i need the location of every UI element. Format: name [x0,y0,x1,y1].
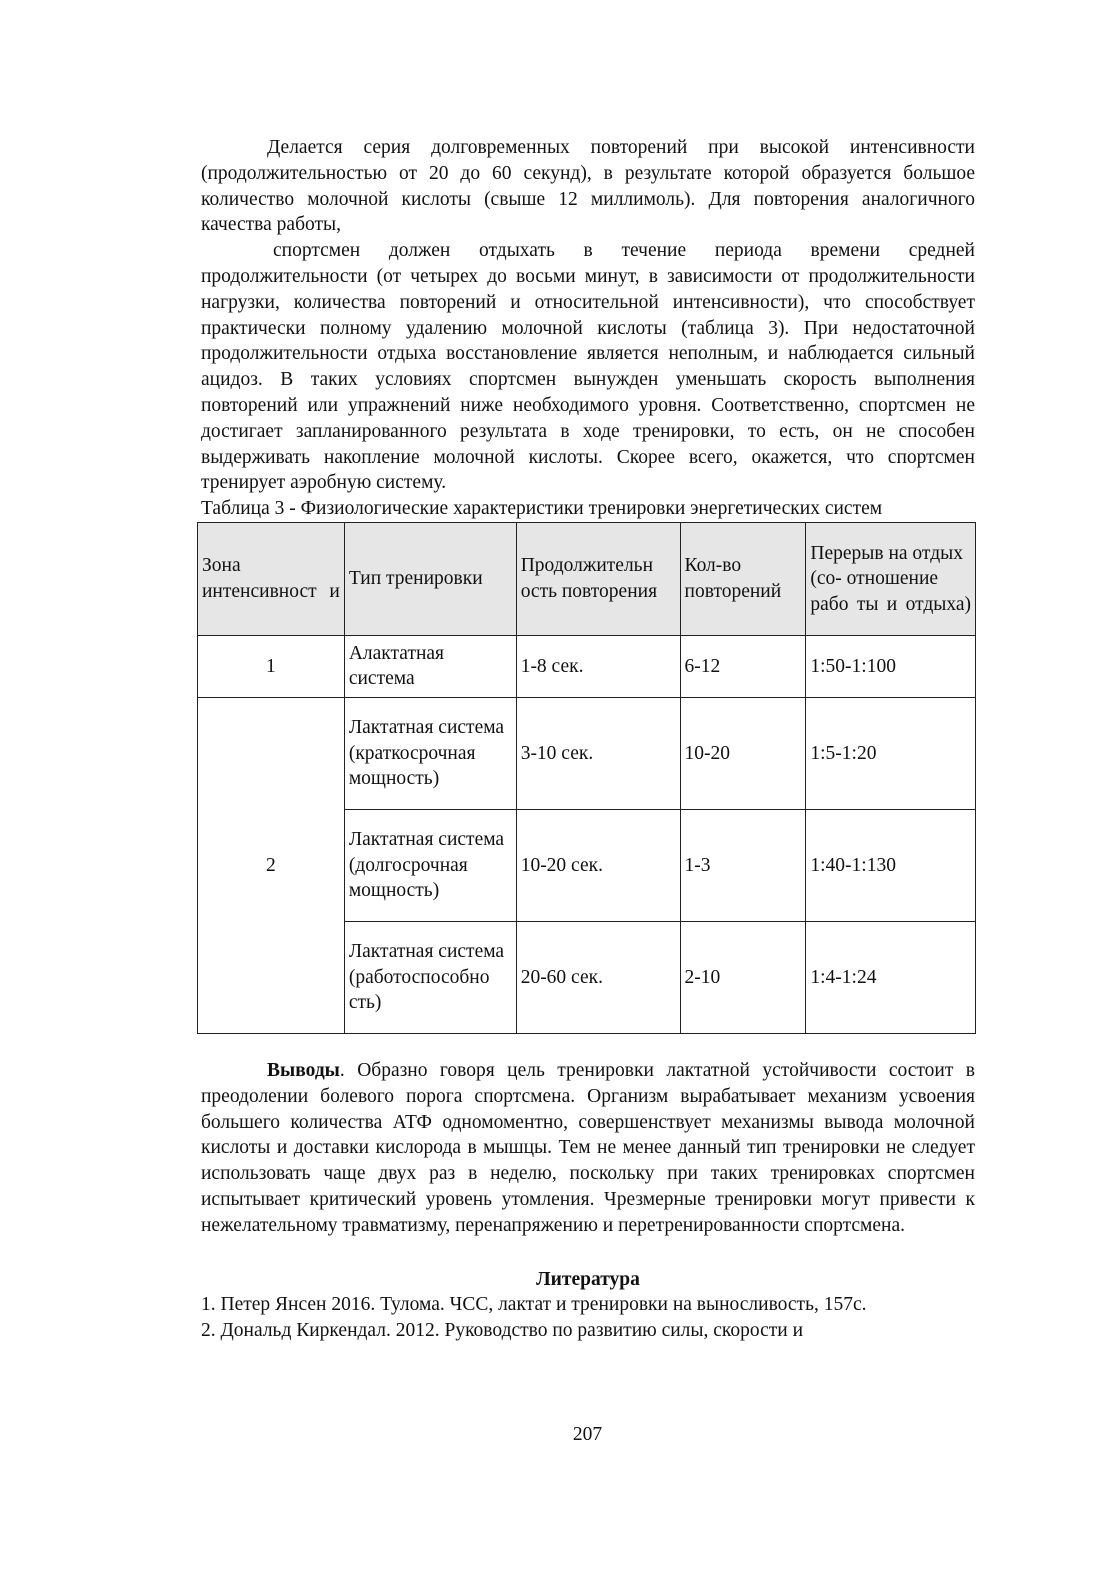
header-rest: Перерыв на отдых (со- отношение рабо ты и отдыха) [806,522,976,635]
conclusions-text: . Образно говоря цель тренировки лактатной устойчивости состоит в преодолении болевого порога спортсмена. Организм вырабатывает механизм усвоения большего количества АТФ одномоментно, совершенствует механизмы вывода молочной кислоты и доставки кислорода в мышцы. Тем не менее данный тип тренировки не следует использовать чаще двух раз в неделю, поскольку при таких тренировках спортсмен испытывает критический уровень утомления. Чрезмерные тренировки могут привести к нежелательному травматизму, перенапряжению и перетренированности спортсмена. [201,1059,975,1236]
literature-item: 1. Петер Янсен 2016. Тулома. ЧСС, лактат и тренировки на выносливость, 157с. [201,1294,867,1316]
reps-cell: 2-10 [680,921,806,1033]
rest-cell: 1:50-1:100 [806,635,976,697]
header-zone: Зона интенсивност и [198,522,345,635]
rest-cell: 1:40-1:130 [806,809,976,921]
page-number: 207 [572,1424,603,1445]
rest-cell: 1:5-1:20 [806,697,976,809]
reps-cell: 6-12 [680,635,806,697]
energy-systems-table [197,522,976,1034]
conclusions-paragraph [201,1058,975,1239]
type-cell: Лактатная система (краткосрочная мощность) [344,697,516,809]
duration-cell: 10-20 сек. [516,809,680,921]
conclusions-lead: Выводы [267,1059,340,1081]
literature-title: Литература [536,1268,640,1290]
duration-cell: 1-8 сек. [516,635,680,697]
paragraph-2: спортсмен должен отдыхать в течение периода времени средней продолжительности (от четырех до восьми минут, в зависимости от продолжительности нагрузки, количества повторений и относительной интенсивности), что способствует практически полному удалению молочной кислоты (таблица 3). При недостаточной продолжительности отдыха восстановление является неполным, и наблюдается сильный ацидоз. В таких условиях спортсмен вынужден уменьшать скорость выполнения повторений или упражнений ниже необходимого уровня. Соответственно, спортсмен не достигает запланированного результата в ходе тренировки, то есть, он не способен выдерживать накопление молочной кислоты. Скорее всего, окажется, что спортсмен тренирует аэробную систему. [201,240,975,494]
zone-cell: 2 [198,697,345,1033]
reps-cell: 1-3 [680,809,806,921]
reps-cell: 10-20 [680,697,806,809]
table-row [198,697,976,809]
rest-cell: 1:4-1:24 [806,921,976,1033]
type-cell: Алактатная система [344,635,516,697]
zone-cell: 1 [198,635,345,697]
page-content [201,135,975,1344]
duration-cell: 20-60 сек. [516,921,680,1033]
table-row [198,635,976,697]
header-duration: Продолжительн ость повторения [516,522,680,635]
header-reps: Кол-во повторений [680,522,806,635]
table-header-row [198,522,976,635]
duration-cell: 3-10 сек. [516,697,680,809]
paragraph-1: Делается серия долговременных повторений при высокой интенсивности (продолжительностью от 20 до 60 секунд), в результате которой образуется большое количество молочной кислоты (свыше 12 миллимоль). Для повторения аналогичного качества работы, [201,137,975,236]
type-cell: Лактатная система (долгосрочная мощность) [344,809,516,921]
literature-item: 2. Дональд Киркендал. 2012. Руководство по развитию силы, скорости и [201,1320,804,1342]
type-cell: Лактатная система (работоспособно сть) [344,921,516,1033]
table-caption: Таблица 3 - Физиологические характеристики тренировки энергетических систем [201,498,883,520]
header-type: Тип тренировки [344,522,516,635]
